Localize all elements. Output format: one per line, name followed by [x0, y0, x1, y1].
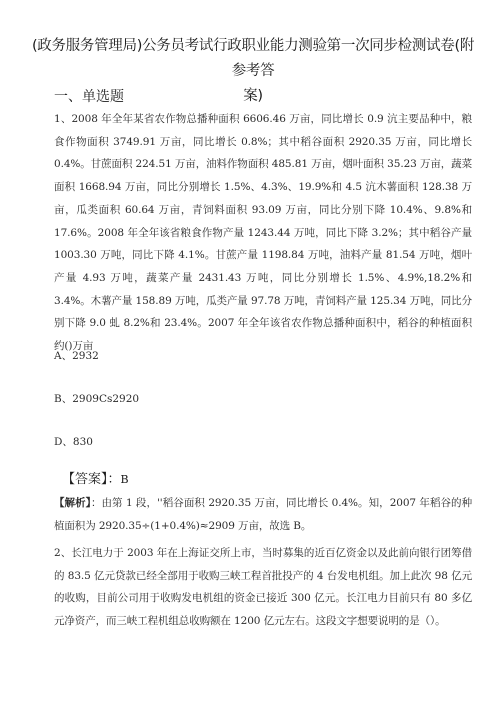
question-1-option-d: D、830	[54, 436, 93, 448]
question-1-option-b: B、2909Cs2920	[54, 393, 140, 405]
answer-value: B	[120, 473, 129, 486]
title-line-2: 案)	[243, 88, 263, 104]
question-1-analysis	[54, 492, 472, 537]
question-1-answer	[62, 468, 129, 487]
question-2-text: 2、长江电力于 2003 年在上海证交所上市，当时募集的近百亿资金以及此前向银行团筹借的 83.5 亿元贷款已经全部用于收购三峡工程首批投产的 4 台发电机组。加上此次 98 亿元的收购，目前公司用于收购发电机组的资金已接近 300 亿元。长江电力目前只有 80 多亿元净资产，而三峡工程机组总收购额在 1200 亿元左右。这段文字想要说明的是（）。	[54, 547, 472, 628]
analysis-text: ：由第 1 段，''稻谷面积 2920.35 万亩，同比增长 0.4%。知，2007 年稻谷的种植面积为 2920.35÷(1+0.4%)≈2909 万亩，故选 B。	[54, 497, 472, 532]
title-line-1: (政务服务管理局)公务员考试行政职业能力测验第一次同步检测试卷(附参考答	[31, 38, 475, 79]
analysis-label: 【解析】	[54, 497, 91, 509]
question-1-option-a: A、2932	[54, 350, 99, 362]
question-1-text: 1、2008 年全年某省农作物总播种面积 6606.46 万亩，同比增长 0.9 沆主要品种中，粮食作物面积 3749.91 万亩，同比增长 0.8%；其中稻谷面积 2920.35 万亩，同比增长 0.4%。甘蔗面积 224.51 万亩，油料作物面积 485.81 万亩，烟叶面积 35.23 万亩，蔬菜面积 1668.94 万亩，同比分别增长 1.5%、4.3%、19.9%和 4.5 沆木薯面积 128.38 万亩，瓜类面积 60.64 万亩，青饲料面积 93.09 万亩，同比分别下降 10.4%、9.8%和 17.6%。2008 年全年该省粮食作物产量 1243.44 万吨，同比下降 3.2%；其中稻谷产量 1003.30 万吨，同比下降 4.1%。甘蔗产量 1198.84 万吨，油料产量 81.54 万吨，烟叶产量 4.93 万吨，蔬菜产量 2431.43 万吨，同比分别增长 1.5%、4.9%,18.2%和 3.4%。木薯产量 158.89 万吨，瓜类产量 97.78 万吨，青饲料产量 125.34 万吨，同比分别下降 9.0 虬 8.2%和 23.4%。2007 年全年该省农作物总播种面积中，稻谷的种植面积约()万亩	[54, 113, 472, 353]
answer-label: 【答案】：	[62, 472, 121, 487]
section-heading: 一、单选题	[54, 89, 124, 105]
